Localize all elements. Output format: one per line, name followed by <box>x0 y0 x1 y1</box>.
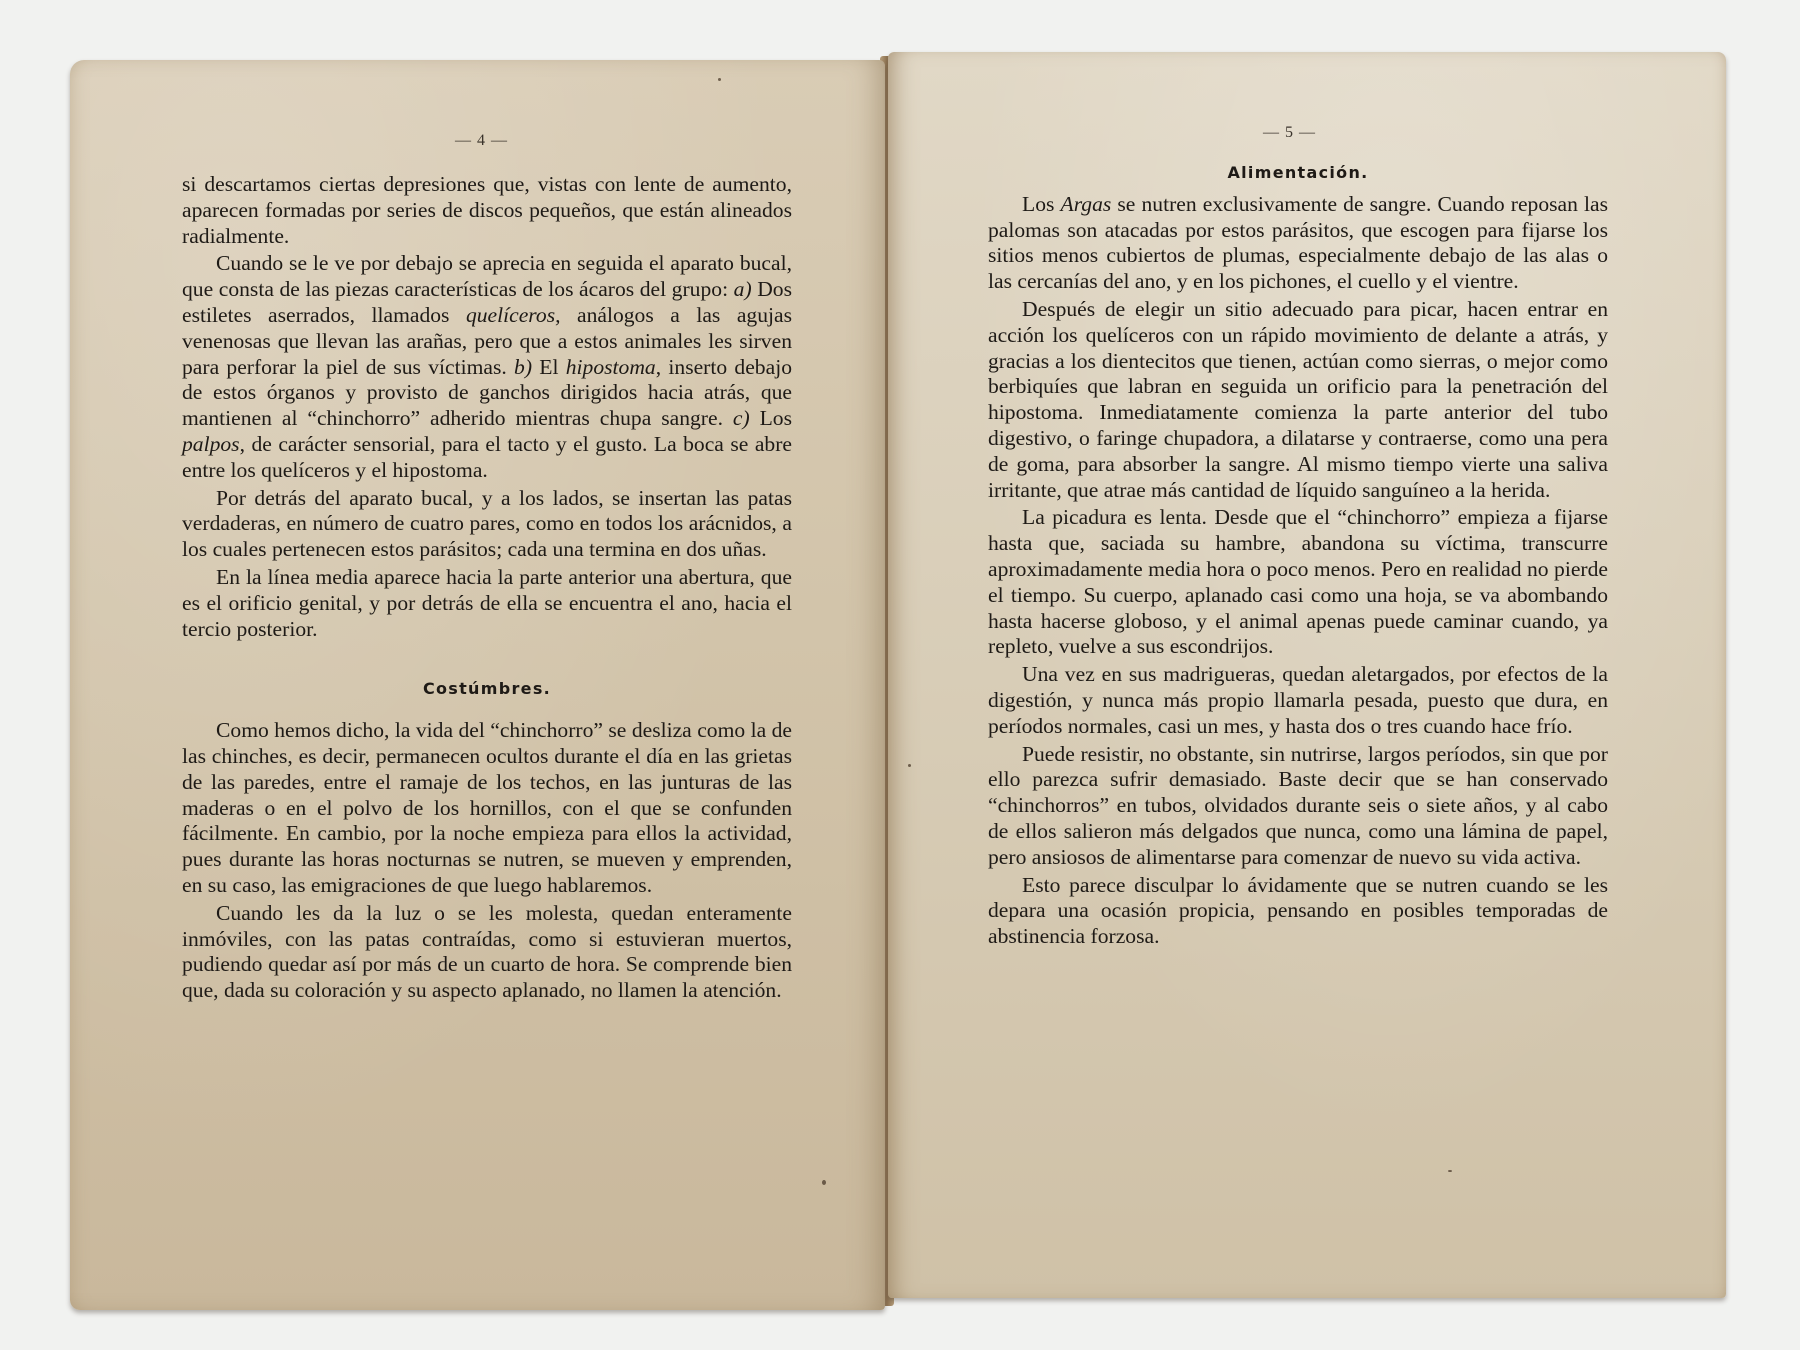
italic-run: c) <box>732 406 750 431</box>
paragraph: Después de elegir un sitio adecuado para picar, hacen entrar en acción los quelíceros con un rápido movimiento de delante a atrás, y gracias a los dientecitos que tienen, actúan como sierras, o mejor como berbiquíes que labran en seguida un orificio para la penetración del hipostoma. Inmediatamente comienza la parte anterior del tubo digestivo, o faringe chupadora, a dilatarse y contraerse, como una pera de goma, para absorber la sangre. Al mismo tiempo vierte una saliva irritante, que atrae más cantidad de líquido sanguíneo a la herida. <box>988 296 1608 502</box>
italic-run: quelíceros, <box>465 302 561 327</box>
paragraph: Cuando les da la luz o se les molesta, quedan enteramente inmóviles, con las patas contraídas, como si estuvieran muertos, pudiendo quedar así por más de un cuarto de hora. Se comprende bien que, dada su coloración y su aspecto aplanado, no llamen la atención. <box>182 900 792 1003</box>
paragraph <box>182 251 792 483</box>
paragraph: Por detrás del aparato bucal, y a los lados, se insertan las patas verdaderas, en número de cuatro pares, como en todos los arácnidos, a los cuales pertenecen estos parásitos; cada una termina en dos uñas. <box>182 485 792 562</box>
text-run: se nutren exclusivamente de sangre. Cuando reposan las palomas son atacadas por estos parásitos, que escogen para fijarse los sitios menos cubiertos de plumas, especialmente debajo de las alas o las cercanías del ano, y en los pichones, el cuello y el vientre. <box>988 191 1608 294</box>
text-run: Dos estiletes aserrados, llamados <box>182 277 792 327</box>
paragraph: Puede resistir, no obstante, sin nutrirse, largos períodos, sin que por ello parezca sufrir demasiado. Baste decir que se han conservado “chinchorros” en tubos, olvidados durante seis o siete años, y al cabo de ellos salieron más delgados que nunca, como una lámina de papel, pero ansiosos de alimentarse para comenzar de nuevo su vida activa. <box>988 741 1608 869</box>
paper-speck <box>908 764 911 767</box>
paragraph: Esto parece disculpar lo ávidamente que se nutren cuando se les depara una ocasión propicia, pensando en posibles temporadas de abstinencia forzosa. <box>988 872 1608 949</box>
text-run: El <box>532 354 566 379</box>
paper-speck <box>1448 1170 1452 1172</box>
left-page <box>70 60 885 1310</box>
italic-run: Argas <box>1060 191 1112 216</box>
page-number: — 4 — <box>455 132 508 149</box>
page-body <box>988 160 1608 952</box>
italic-run: b) <box>514 354 533 379</box>
text-run: , de carácter sensorial, para el tacto y el gusto. La boca se abre entre los quelíceros y el hipostoma. <box>182 431 792 482</box>
text-run: Cuando se le ve por debajo se aprecia en seguida el aparato bucal, que consta de las piezas características de los ácaros del grupo: <box>182 251 792 302</box>
italic-run: hipostoma <box>565 354 656 379</box>
paragraph: Una vez en sus madrigueras, quedan aletargados, por efectos de la digestión, y nunca más propio llamarla pesada, puesto que dura, en períodos normales, casi un mes, y hasta dos o tres cuando hace frío. <box>988 662 1608 738</box>
page-body <box>182 172 792 1006</box>
paper-speck <box>822 1180 826 1185</box>
paragraph: En la línea media aparece hacia la parte anterior una abertura, que es el orificio genital, y por detrás de ella se encuentra el ano, hacia el tercio posterior. <box>182 564 792 641</box>
italic-run: a) <box>733 277 752 302</box>
right-page <box>888 52 1726 1298</box>
section-heading: Alimentación. <box>1227 163 1369 182</box>
text-run: análogos a las agujas venenosas que llevan las arañas, pero que a estos animales les sirven para perforar la piel de sus víctimas. <box>182 302 792 379</box>
page-number: — 5 — <box>1263 124 1316 141</box>
paper-speck <box>718 78 721 81</box>
text-run: Los <box>1022 191 1061 216</box>
paragraph <box>988 192 1608 295</box>
italic-run: palpos <box>182 431 240 456</box>
paragraph: La picadura es lenta. Desde que el “chinchorro” empieza a fijarse hasta que, saciada su hambre, abandona su víctima, transcurre aproximadamente media hora o poco menos. Pero en realidad no pierde el tiempo. Su cuerpo, aplanado casi como una hoja, se va abombando hasta hacerse globoso, y el animal apenas puede caminar cuando, ya repleto, vuelve a sus escondrijos. <box>988 505 1608 659</box>
text-run: Los <box>749 406 792 431</box>
text-run: , inserto debajo de estos órganos y provisto de ganchos dirigidos hacia atrás, que mantienen al “chinchorro” adherido mientras chupa sangre. <box>182 354 792 431</box>
paragraph: si descartamos ciertas depresiones que, vistas con lente de aumento, aparecen formadas por series de discos pequeños, que están alineados radialmente. <box>182 172 792 248</box>
section-heading: Costúmbres. <box>422 679 552 699</box>
paragraph: Como hemos dicho, la vida del “chinchorro” se desliza como la de las chinches, es decir, permanecen ocultos durante el día en las grietas de las paredes, entre el ramaje de los techos, en las junturas de las maderas o en el polvo de los hornillos, con el que se confunden fácilmente. En cambio, por la noche empieza para ellos la actividad, pues durante las horas nocturnas se nutren, se mueven y emprenden, en su caso, las emigraciones de que luego hablaremos. <box>182 718 792 897</box>
